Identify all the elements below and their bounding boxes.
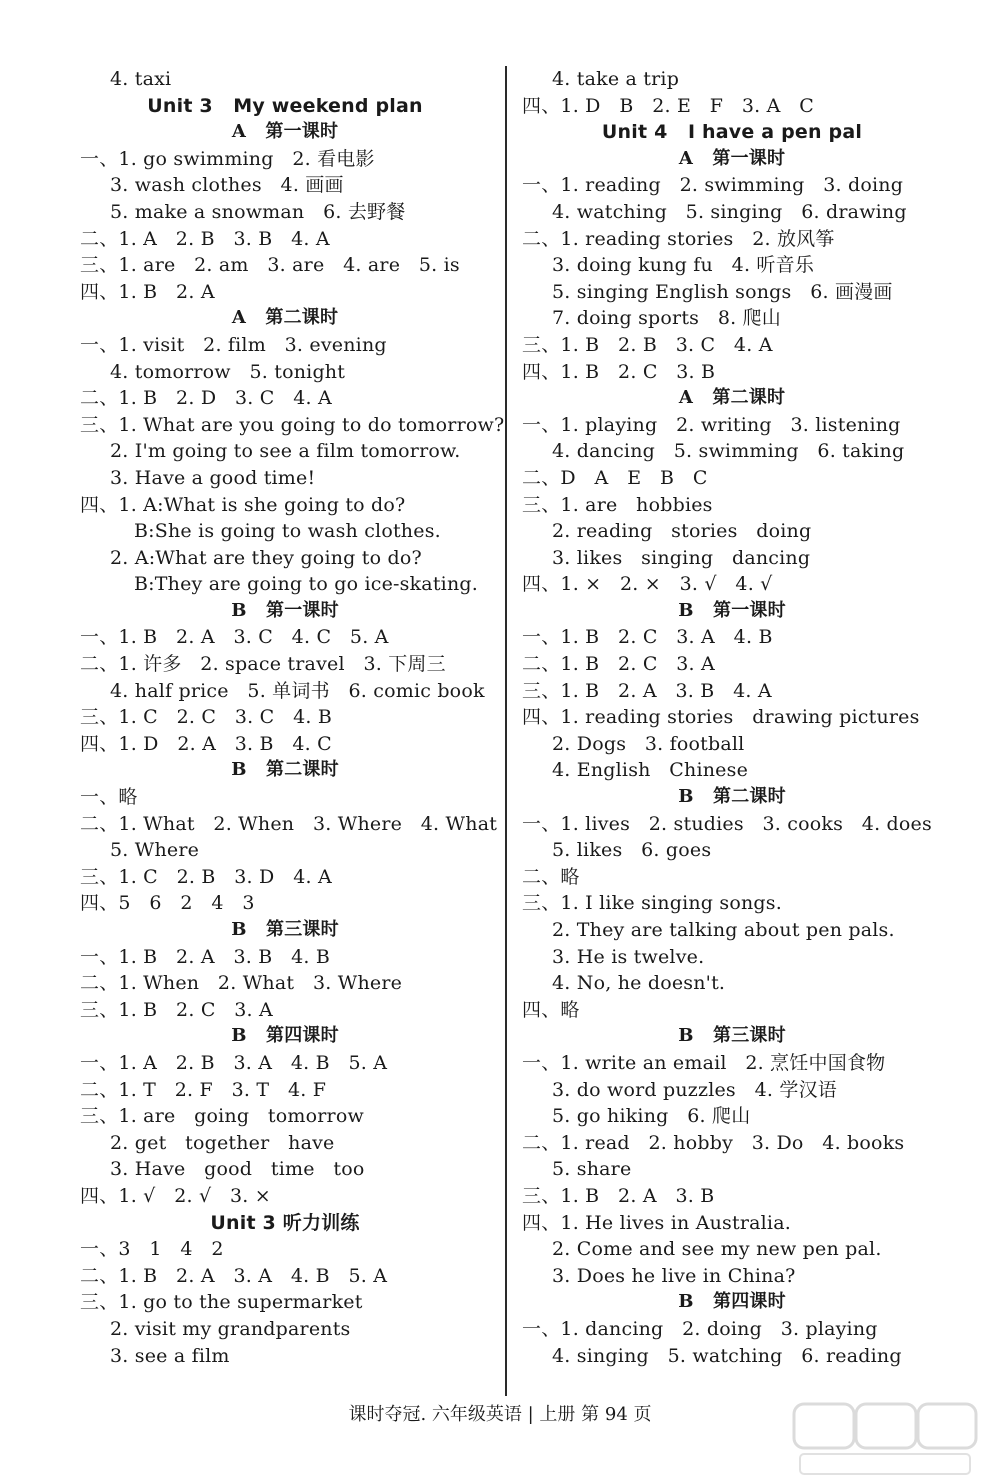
left-line: 三、1. B 2. C 3. A: [80, 998, 273, 1021]
right-line: 3. Does he live in China?: [552, 1264, 796, 1287]
left-lesson-heading: B 第三课时: [231, 919, 339, 940]
right-lesson-heading: B 第二课时: [678, 786, 786, 808]
left-line: 三、1. C 2. B 3. D 4. A: [80, 865, 332, 888]
right-lesson-heading: B 第三课时: [678, 1025, 786, 1047]
right-line: 二、1. B 2. C 3. A: [522, 653, 715, 676]
left-line: 二、1. T 2. F 3. T 4. F: [80, 1078, 327, 1101]
right-line: 4. English Chinese: [552, 759, 749, 782]
right-line: 3. do word puzzles 4. 学汉语: [552, 1078, 837, 1101]
left-line: 二、1. A 2. B 3. B 4. A: [80, 227, 330, 250]
left-line: 四、1. √ 2. √ 3. ×: [80, 1184, 271, 1207]
right-line: 一、1. write an email 2. 烹饪中国食物: [522, 1051, 886, 1074]
right-line: 三、1. B 2. A 3. B 4. A: [522, 679, 772, 702]
right-line: 5. likes 6. goes: [552, 839, 712, 862]
page-footer: 课时夺冠. 六年级英语 | 上册 第 94 页: [348, 1404, 652, 1425]
left-line: 三、1. What are you going to do tomorrow?: [80, 413, 505, 436]
left-line: 4. taxi: [110, 68, 172, 90]
left-line: 2. get together have: [110, 1131, 335, 1154]
right-line: 四、略: [522, 998, 580, 1021]
right-line: 2. Dogs 3. football: [552, 732, 745, 755]
left-line: 二、1. What 2. When 3. Where 4. What: [80, 812, 498, 835]
left-line: 二、1. When 2. What 3. Where: [80, 972, 403, 995]
left-lesson-heading: B 第四课时: [231, 1025, 339, 1047]
left-line: 3. wash clothes 4. 画画: [110, 174, 344, 197]
right-line: 四、1. D B 2. E F 3. A C: [522, 94, 815, 117]
left-line: 三、1. are 2. am 3. are 4. are 5. is: [80, 254, 460, 277]
left-line: 二、1. B 2. A 3. A 4. B 5. A: [80, 1264, 388, 1287]
right-line: 二、略: [522, 865, 580, 888]
right-line: 3. likes singing dancing: [552, 546, 811, 569]
left-line: 4. tomorrow 5. tonight: [110, 360, 346, 383]
right-line: 四、1. B 2. C 3. B: [522, 360, 716, 383]
left-line: 一、1. A 2. B 3. A 4. B 5. A: [80, 1051, 388, 1074]
left-lesson-heading: A 第一课时: [231, 121, 339, 143]
left-unit-heading: Unit 3 My weekend plan: [147, 94, 423, 117]
right-unit-heading: Unit 4 I have a pen pal: [601, 121, 863, 144]
left-unit-heading: Unit 3 听力训练: [210, 1211, 360, 1234]
left-line: 3. Have a good time!: [110, 466, 316, 489]
left-line: 2. A:What are they going to do?: [110, 546, 422, 569]
left-line: 一、1. B 2. A 3. B 4. B: [80, 945, 331, 968]
left-line: 3. Have good time too: [110, 1158, 365, 1181]
left-line: 4. half price 5. 单词书 6. comic book: [110, 679, 485, 702]
left-line: 一、略: [80, 786, 138, 809]
right-line: 3. He is twelve.: [552, 945, 705, 968]
right-column: [522, 66, 942, 1369]
right-line: 3. doing kung fu 4. 听音乐: [552, 254, 815, 277]
left-column: [80, 66, 505, 1369]
left-lesson-heading: B 第二课时: [231, 759, 339, 781]
right-line: 二、D A E B C: [522, 466, 708, 489]
right-line: 2. reading stories doing: [552, 520, 812, 543]
left-line: 一、1. visit 2. film 3. evening: [80, 333, 387, 356]
right-lesson-heading: A 第一课时: [678, 147, 786, 169]
right-line: 7. doing sports 8. 爬山: [552, 307, 781, 330]
right-line: 二、1. read 2. hobby 3. Do 4. books: [522, 1131, 905, 1154]
right-line: 一、1. lives 2. studies 3. cooks 4. does: [522, 812, 932, 835]
left-lesson-heading: A 第二课时: [231, 307, 339, 329]
left-line: 三、1. go to the supermarket: [80, 1291, 363, 1314]
left-line: 二、1. 许多 2. space travel 3. 下周三: [80, 653, 446, 676]
right-line: 4. No, he doesn't.: [552, 972, 726, 995]
right-line: 三、1. are hobbies: [522, 493, 713, 516]
right-line: 四、1. reading stories drawing pictures: [522, 706, 920, 729]
right-lesson-heading: B 第一课时: [678, 599, 786, 621]
right-line: 四、1. He lives in Australia.: [522, 1211, 791, 1234]
left-line: 一、3 1 4 2: [80, 1238, 224, 1261]
left-lesson-heading: B 第一课时: [231, 599, 339, 621]
column-divider: [505, 66, 507, 1396]
right-line: 三、1. B 2. A 3. B: [522, 1184, 715, 1207]
right-line: 四、1. × 2. × 3. √ 4. √: [522, 573, 773, 596]
right-line: 2. Come and see my new pen pal.: [552, 1238, 882, 1261]
right-line: 一、1. reading 2. swimming 3. doing: [522, 174, 904, 197]
left-line: 一、1. B 2. A 3. C 4. C 5. A: [80, 626, 389, 649]
left-line: 三、1. C 2. C 3. C 4. B: [80, 706, 333, 729]
right-line: 三、1. B 2. B 3. C 4. A: [522, 333, 773, 356]
left-line: B:They are going to go ice-skating.: [134, 573, 478, 596]
right-line: 一、1. B 2. C 3. A 4. B: [522, 626, 773, 649]
left-line: 3. see a film: [110, 1344, 230, 1367]
watermark-logo-icon: [790, 1400, 980, 1478]
left-line: 四、1. D 2. A 3. B 4. C: [80, 732, 332, 755]
left-line: 四、5 6 2 4 3: [80, 892, 255, 915]
left-line: 二、1. B 2. D 3. C 4. A: [80, 387, 332, 410]
right-line: 2. They are talking about pen pals.: [552, 919, 895, 941]
right-line: 4. watching 5. singing 6. drawing: [552, 200, 907, 223]
right-line: 5. singing English songs 6. 画漫画: [552, 280, 893, 303]
right-line: 二、1. reading stories 2. 放风筝: [522, 227, 835, 250]
left-line: 四、1. B 2. A: [80, 280, 215, 303]
left-line: 一、1. go swimming 2. 看电影: [80, 147, 375, 170]
left-line: 5. make a snowman 6. 去野餐: [110, 200, 406, 223]
right-lesson-heading: A 第二课时: [678, 387, 786, 409]
left-line: 5. Where: [110, 839, 200, 862]
right-line: 一、1. dancing 2. doing 3. playing: [522, 1317, 878, 1340]
left-line: 2. visit my grandparents: [110, 1317, 351, 1340]
left-line: 四、1. A:What is she going to do?: [80, 493, 406, 516]
left-line: B:She is going to wash clothes.: [134, 520, 441, 543]
right-line: 5. share: [552, 1158, 632, 1181]
left-line: 2. I'm going to see a film tomorrow.: [110, 440, 461, 463]
right-line: 4. dancing 5. swimming 6. taking: [552, 440, 905, 463]
right-line: 4. take a trip: [552, 68, 680, 90]
left-line: 三、1. are going tomorrow: [80, 1105, 364, 1128]
right-line: 5. go hiking 6. 爬山: [552, 1105, 751, 1128]
right-line: 一、1. playing 2. writing 3. listening: [522, 413, 901, 436]
right-line: 三、1. I like singing songs.: [522, 892, 782, 915]
right-lesson-heading: B 第四课时: [678, 1291, 786, 1313]
right-line: 4. singing 5. watching 6. reading: [552, 1344, 902, 1367]
